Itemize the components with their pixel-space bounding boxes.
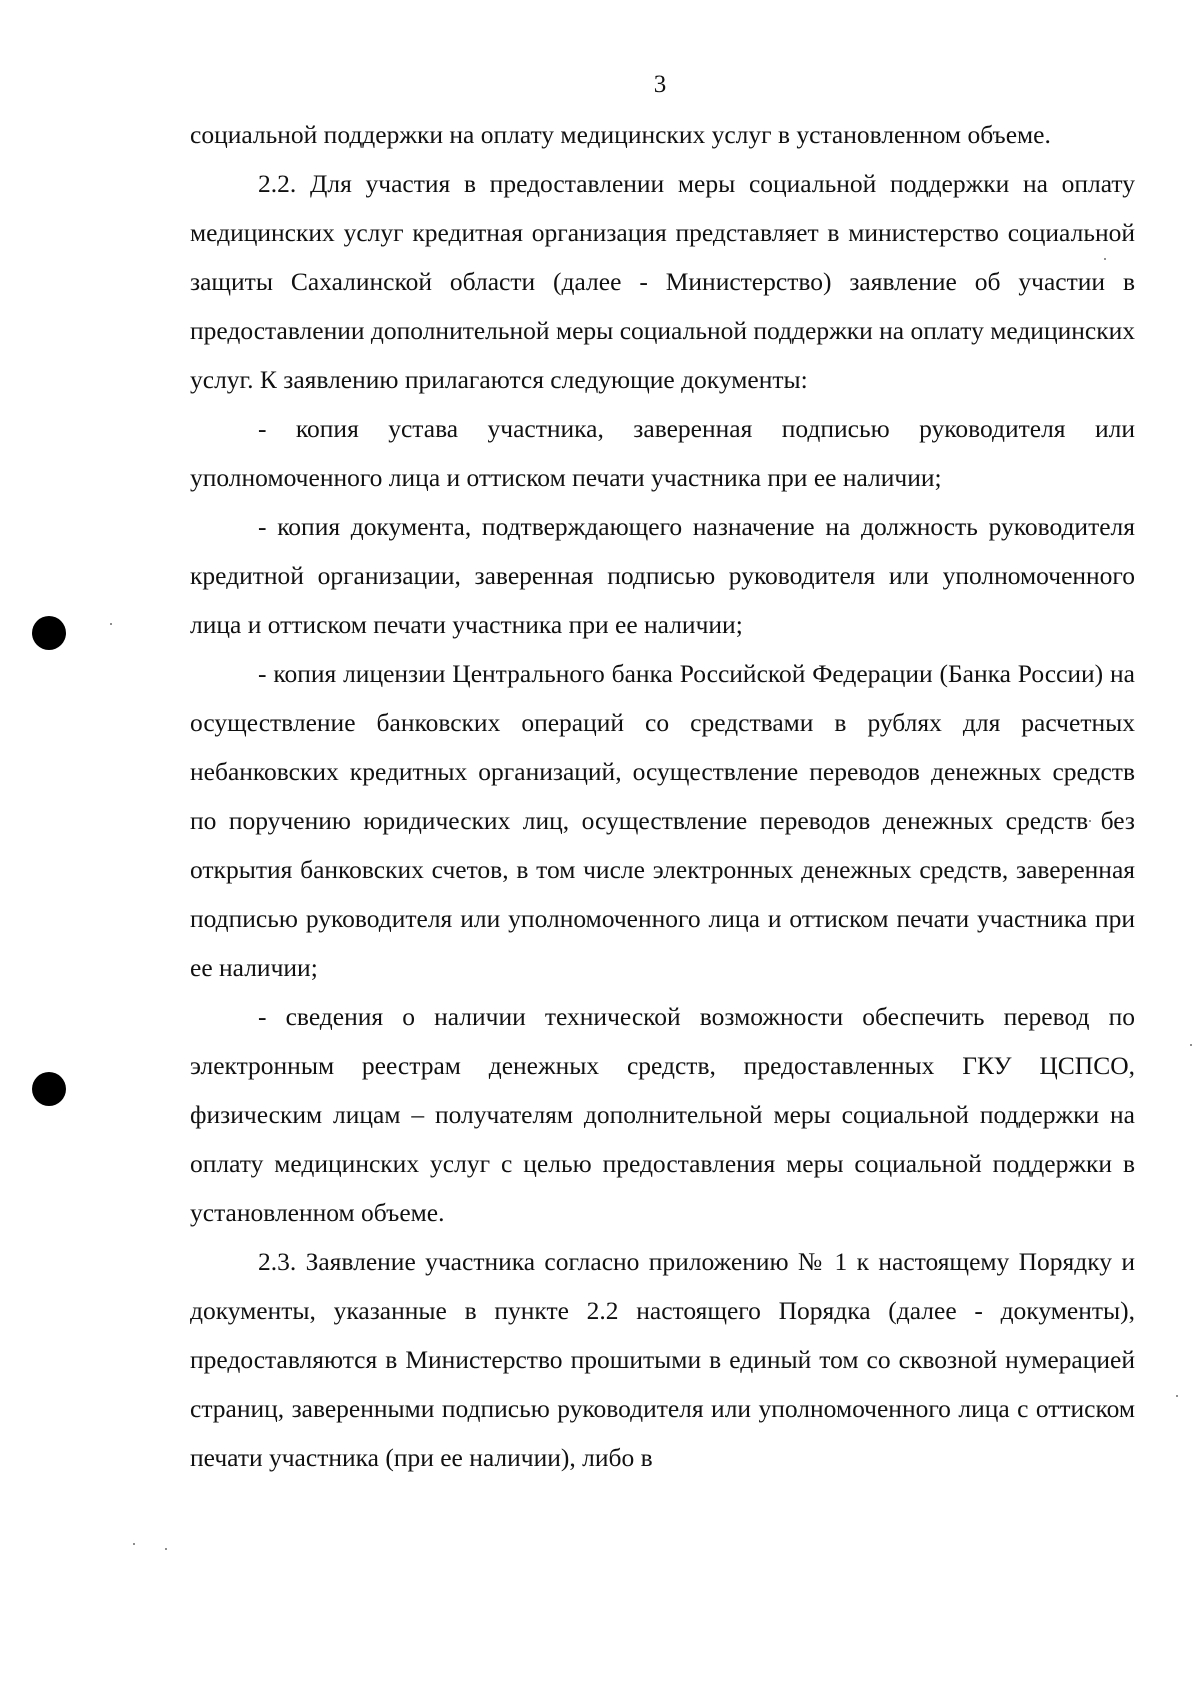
list-item-charter-copy: - копия устава участника, заверенная подписью руководителя или уполномоченного лица и оттиском печати участника при ее наличии;	[190, 414, 1135, 492]
scan-speck	[110, 623, 112, 625]
document-body	[190, 110, 1135, 1482]
paragraph-2-3: 2.3. Заявление участника согласно приложению № 1 к настоящему Порядку и документы, указанные в пункте 2.2 настоящего Порядка (далее - документы), предоставляются в Министерство прошитыми в единый том со сквозной нумерацией страниц, заверенными подписью руководителя или уполномоченного лица с оттиском печати участника (при ее наличии), либо в	[190, 1247, 1135, 1472]
paragraph-continuation: социальной поддержки на оплату медицинских услуг в установленном объеме.	[190, 120, 1051, 149]
punch-hole-bottom	[32, 1072, 66, 1106]
list-item-appointment-document: - копия документа, подтверждающего назначение на должность руководителя кредитной организации, заверенная подписью руководителя или уполномоченного лица и оттиском печати участника при ее наличии;	[190, 512, 1135, 639]
list-item-license-copy: - копия лицензии Центрального банка Российской Федерации (Банка России) на осуществление банковских операций со средствами в рублях для расчетных небанковских кредитных организаций, осуществление переводов денежных средств по поручению юридических лиц, осуществление переводов денежных средств без открытия банковских счетов, в том числе электронных денежных средств, заверенная подписью руководителя или уполномоченного лица и оттиском печати участника при ее наличии;	[190, 659, 1135, 982]
punch-hole-top	[32, 616, 66, 650]
scan-speck	[133, 1543, 135, 1545]
paragraph-2-2: 2.2. Для участия в предоставлении меры социальной поддержки на оплату медицинских услуг кредитная организация представляет в министерство социальной защиты Сахалинской области (далее - Министерство) заявление об участии в предоставлении дополнительной меры социальной поддержки на оплату медицинских услуг. К заявлению прилагаются следующие документы:	[190, 169, 1135, 394]
list-item-technical-capability: - сведения о наличии технической возможности обеспечить перевод по электронным реестрам денежных средств, предоставленных ГКУ ЦСПСО, физическим лицам – получателям дополнительной меры социальной поддержки на оплату медицинских услуг с целью предоставления меры социальной поддержки в установленном объеме.	[190, 1002, 1135, 1227]
scan-speck	[1176, 1395, 1178, 1397]
scan-speck	[165, 1548, 167, 1550]
scan-speck	[1190, 1044, 1192, 1046]
page-number: 3	[653, 71, 667, 98]
